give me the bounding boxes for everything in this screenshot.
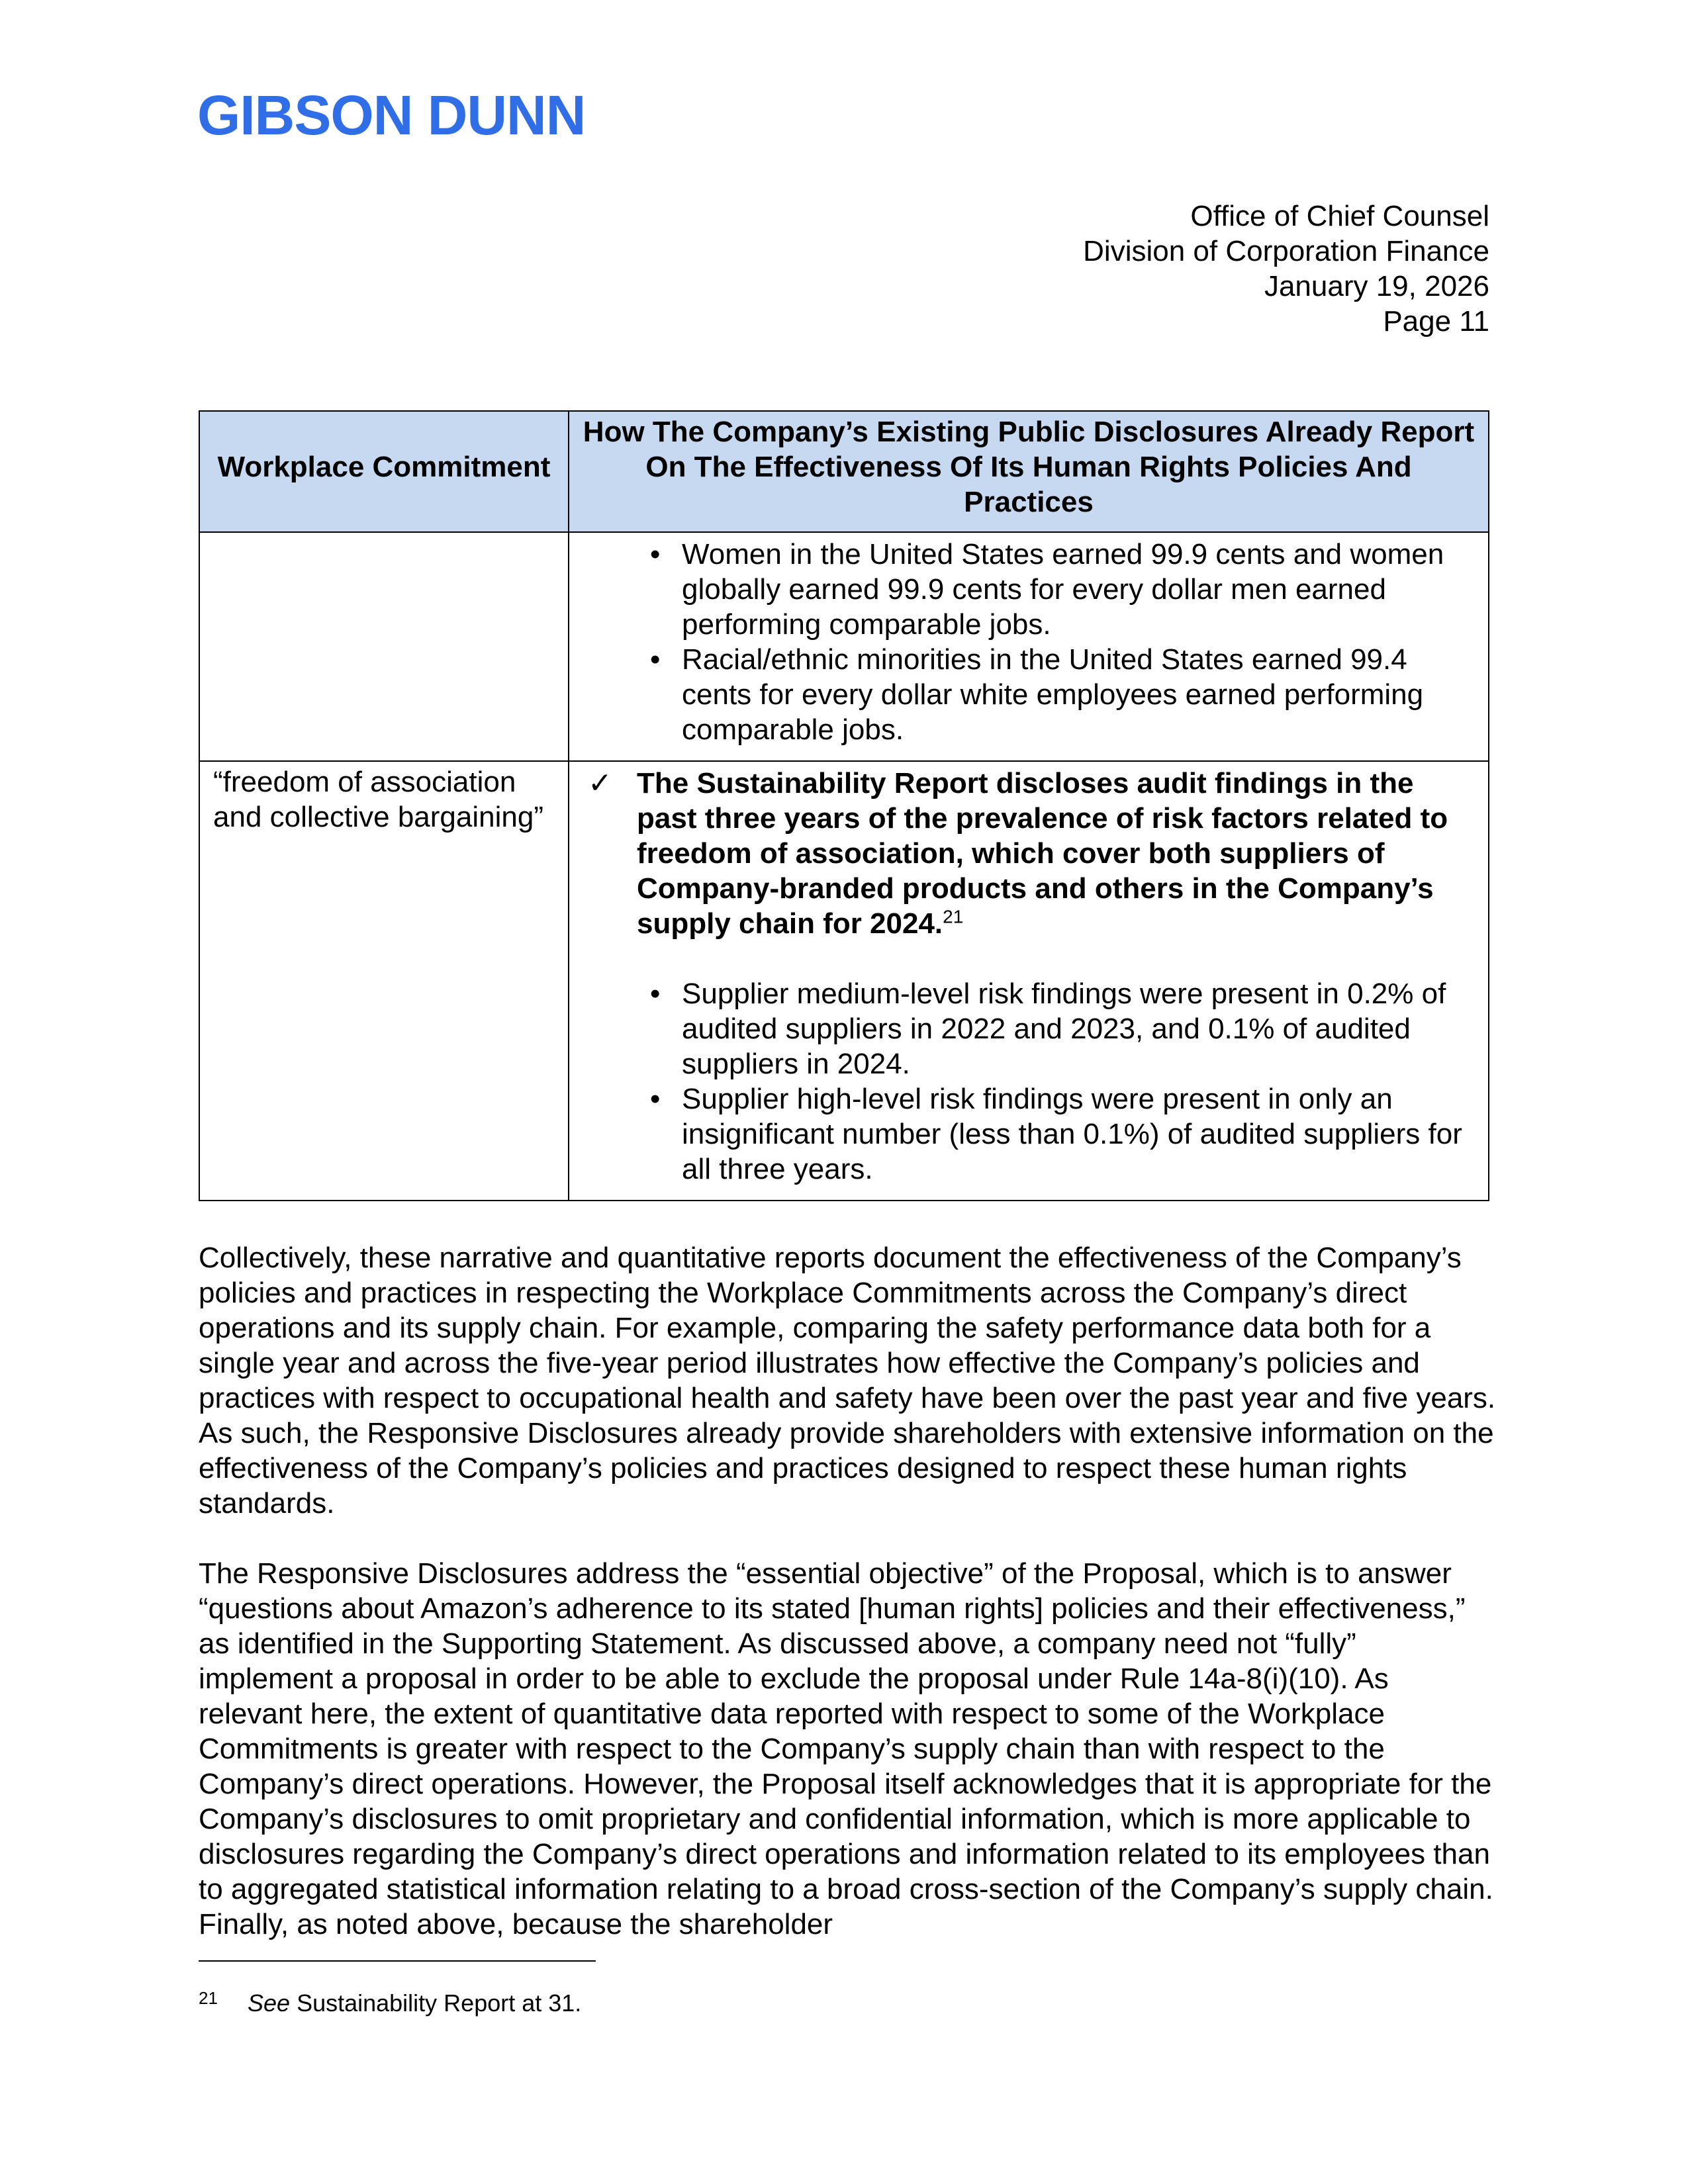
bullet-icon: • [650,643,661,676]
header-date: January 19, 2026 [1264,270,1489,302]
paragraph: Collectively, these narrative and quantitative reports document the effectiveness of the Company’s policies and practices in respecting the Workplace Commitments across the Company’s direct operations and its supply chain. For example, comparing the safety performance data both for a single year and across the five-year period illustrates how effective the Company’s policies and practices with respect to occupational health and safety have been over the past year and five years. As such, the Responsive Disclosures already provide shareholders with extensive information on the effectiveness of the Company’s policies and practices designed to respect these human rights standards. [199,1242,1496,1520]
footnote-text: Sustainability Report at 31. [290,1989,582,2017]
commitment-cell: “freedom of association and collective bargaining” [199,761,569,1201]
list-item: • Women in the United States earned 99.9 cents and women globally earned 99.9 cents for every dollar men earned performing comparable jobs. [650,538,1444,641]
disclosure-cell [569,761,1489,1201]
disclosures-table [199,410,1489,1201]
firm-logo: GIBSON DUNN [197,84,586,146]
table-header-row [199,411,1489,532]
footnote-reference[interactable]: 21 [943,906,964,927]
bullet-list [588,537,1475,747]
commitment-cell [199,532,569,761]
table-row [199,761,1489,1201]
column-header-disclosures: How The Company’s Existing Public Disclosures Already Report On The Effectiveness Of Its Human Rights Policies And Practices [569,411,1489,532]
header-page-number: Page 11 [1383,305,1489,338]
header-division: Division of Corporation Finance [1083,235,1489,267]
footnote [199,1989,581,2018]
list-item: • Racial/ethnic minorities in the United States earned 99.4 cents for every dollar white employees earned performing comparable jobs. [650,643,1424,746]
checkmark-statement [588,766,1475,941]
table-row [199,532,1489,761]
disclosure-cell [569,532,1489,761]
bullet-list [588,976,1475,1187]
header-recipient: Office of Chief Counsel [1190,200,1489,232]
column-header-commitment: Workplace Commitment [199,411,569,532]
list-item: • Supplier high-level risk findings were present in only an insignificant number (less than 0.1%) of audited suppliers for all three years. [650,1083,1462,1185]
footnote-see: See [248,1989,291,2017]
list-item: • Supplier medium-level risk findings were present in 0.2% of audited suppliers in 2022 and 2023, and 0.1% of audited suppliers in 2024. [650,978,1446,1080]
checkmark-text: The Sustainability Report discloses audit findings in the past three years of the prevalence of risk factors related to freedom of association, which cover both suppliers of Company-branded products and others in the Company’s supply chain for 2024. [637,767,1448,940]
checkmark-icon: ✓ [588,767,612,799]
bullet-icon: • [650,1083,661,1115]
footnote-divider [199,1960,596,1962]
bullet-icon: • [650,978,661,1010]
footnote-number: 21 [199,1988,218,2008]
body-text [199,1240,1496,1977]
bullet-icon: • [650,538,661,570]
paragraph: The Responsive Disclosures address the “essential objective” of the Proposal, which is to answer “questions about Amazon’s adherence to its stated [human rights] policies and their effectiveness,” as identified in the Supporting Statement. As discussed above, a company need not “fully” implement a proposal in order to be able to exclude the proposal under Rule 14a-8(i)(10). As relevant here, the extent of quantitative data reported with respect to some of the Workplace Commitments is greater with respect to the Company’s supply chain than with respect to the Company’s direct operations. However, the Proposal itself acknowledges that it is appropriate for the Company’s disclosures to omit proprietary and confidential information, which is more applicable to disclosures regarding the Company’s direct operations and information related to its employees than to aggregated statistical information relating to a broad cross-section of the Company’s supply chain. Finally, as noted above, because the shareholder [199,1557,1493,1940]
letter-header [1083,199,1489,339]
